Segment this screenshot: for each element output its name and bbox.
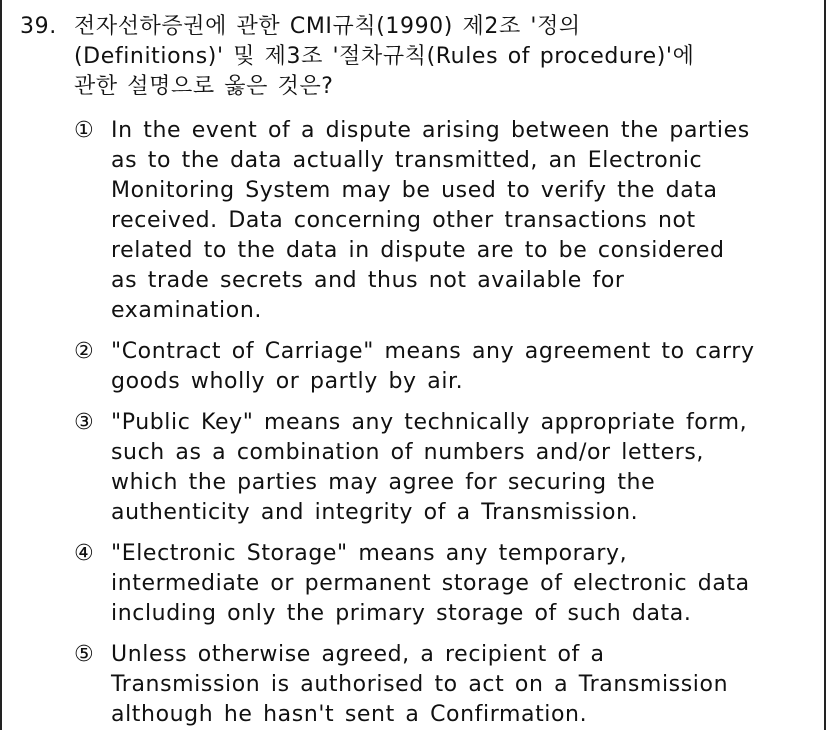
option-text-line: Unless otherwise agreed, a recipient of a — [111, 642, 605, 667]
option-marker: ⑤ — [74, 642, 95, 667]
option-2[interactable] — [74, 337, 799, 397]
option-text-line: received. Data concerning other transactions not — [111, 208, 696, 233]
option-text-line: "Electronic Storage" means any temporary, — [111, 541, 628, 566]
option-text-line: examination. — [111, 298, 262, 323]
option-text-line: as to the data actually transmitted, an Electronic — [111, 148, 703, 173]
question-text-line: (Definitions)' 및 제3조 '절차규칙(Rules of procedure)'에 — [74, 44, 695, 69]
option-text-line: intermediate or permanent storage of electronic data — [111, 571, 750, 596]
question-stem — [20, 12, 810, 102]
option-text-line: "Public Key" means any technically appropriate form, — [111, 410, 748, 435]
option-text — [111, 408, 799, 528]
option-text — [111, 539, 799, 629]
option-text-line: such as a combination of numbers and/or letters, — [111, 440, 705, 465]
option-text — [111, 116, 799, 326]
option-marker: ② — [74, 339, 95, 364]
option-marker: ④ — [74, 541, 95, 566]
option-text-line: authenticity and integrity of a Transmission. — [111, 500, 639, 525]
option-text — [111, 337, 799, 397]
option-3[interactable] — [74, 408, 799, 528]
option-text-line: although he hasn't sent a Confirmation. — [111, 702, 588, 727]
option-text-line: Transmission is authorised to act on a Transmission — [111, 672, 729, 697]
question-first-line — [20, 12, 810, 42]
option-text-line: In the event of a dispute arising between the parties — [111, 118, 750, 143]
option-text-line: "Contract of Carriage" means any agreement to carry — [111, 339, 755, 364]
option-text-line: related to the data in dispute are to be considered — [111, 238, 725, 263]
option-text-line: including only the primary storage of such data. — [111, 601, 692, 626]
option-text-line: Monitoring System may be used to verify the data — [111, 178, 718, 203]
option-4[interactable] — [74, 539, 799, 629]
question-number: 39. — [20, 14, 57, 39]
option-1[interactable] — [74, 116, 799, 326]
option-text-line: which the parties may agree for securing the — [111, 470, 656, 495]
option-marker: ① — [74, 118, 95, 143]
answer-options — [74, 116, 799, 741]
option-text-line: as trade secrets and thus not available for — [111, 268, 625, 293]
option-text — [111, 640, 799, 730]
option-text-line: goods wholly or partly by air. — [111, 369, 464, 394]
option-marker: ③ — [74, 410, 95, 435]
question-text-line: 관한 설명으로 옳은 것은? — [74, 74, 334, 99]
option-5[interactable] — [74, 640, 799, 730]
question-text-line: 전자선하증권에 관한 CMI규칙(1990) 제2조 '정의 — [74, 14, 581, 39]
